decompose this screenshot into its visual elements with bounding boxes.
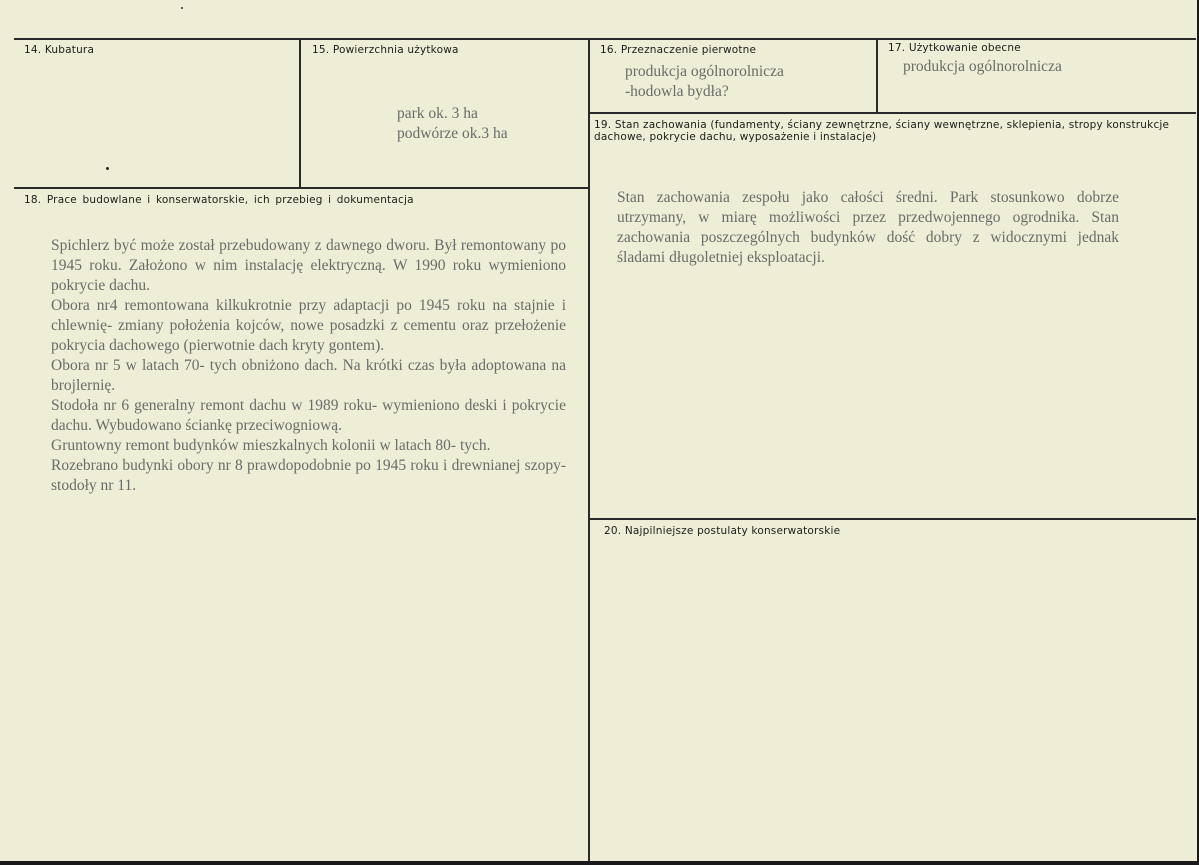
ink-speck <box>106 167 109 170</box>
vertical-rule-3 <box>876 38 878 114</box>
field-18-paragraph-6: Rozebrano budynki obory nr 8 prawdopodobnie po 1945 roku i drewnianej szopy- stodoły nr 11. <box>51 457 566 494</box>
field-14-label: 14. Kubatura <box>24 44 95 56</box>
left-middle-rule <box>14 187 590 189</box>
field-16-value <box>625 62 865 102</box>
field-19-text: Stan zachowania zespołu jako całości średni. Park stosunkowo dobrze utrzymany, w miarę możliwości przez przedwojennego ogrodnika. Stan zachowania poszczególnych budynków dość dobry z widocznymi jednak śladami długoletniej eksploatacji. <box>617 189 1119 266</box>
field-18-label: 18. Prace budowlane i konserwatorskie, ich przebieg i dokumentacja <box>24 194 414 206</box>
field-20-label: 20. Najpilniejsze postulaty konserwatorskie <box>604 525 841 537</box>
field-19-label: 19. Stan zachowania (fundamenty, ściany zewnętrzne, ściany wewnętrzne, sklepienia, stropy konstrukcje dachowe, pokrycie dachu, wyposażenie i instalacje) <box>594 119 1170 143</box>
field-15-value <box>397 104 577 144</box>
top-rule <box>14 38 1196 40</box>
field-18-paragraph-5: Gruntowny remont budynków mieszkalnych kolonii w latach 80- tych. <box>51 437 491 454</box>
field-18-paragraph-2: Obora nr4 remontowana kilkukrotnie przy adaptacji po 1945 roku na stajnie i chlewnię- zmiany położenia kojców, nowe posadzki z cementu oraz przełożenie pokrycia dachowego (pierwotnie dach kryty gontem). <box>51 297 566 354</box>
field-18-paragraph-4: Stodoła nr 6 generalny remont dachu w 1989 roku- wymieniono deski i pokrycie dachu. Wybudowano ściankę przeciwogniową. <box>51 397 566 434</box>
right-upper-rule <box>588 112 1196 114</box>
field-18-paragraph-3: Obora nr 5 w latach 70- tych obniżono dach. Na krótki czas była adoptowana na brojlernię. <box>51 357 566 394</box>
field-16-label: 16. Przeznaczenie pierwotne <box>600 44 757 56</box>
field-15-line-1: park ok. 3 ha <box>397 105 478 122</box>
field-18-text <box>51 236 566 496</box>
right-lower-rule <box>588 518 1196 520</box>
field-15-label: 15. Powierzchnia użytkowa <box>312 44 459 56</box>
field-16-line-2: -hodowla bydła? <box>625 83 729 100</box>
field-17-value: produkcja ogólnorolnicza <box>903 58 1062 75</box>
field-15-line-2: podwórze ok.3 ha <box>397 125 508 142</box>
field-17-label: 17. Użytkowanie obecne <box>888 42 1021 54</box>
vertical-rule-main <box>588 38 590 861</box>
vertical-rule-1 <box>299 38 301 188</box>
ink-speck <box>181 7 183 9</box>
field-16-line-1: produkcja ogólnorolnicza <box>625 63 784 80</box>
field-18-paragraph-1: Spichlerz być może został przebudowany z dawnego dworu. Był remontowany po 1945 roku. Założono w nim instalację elektryczną. W 1990 roku wymieniono pokrycie dachu. <box>51 237 566 294</box>
